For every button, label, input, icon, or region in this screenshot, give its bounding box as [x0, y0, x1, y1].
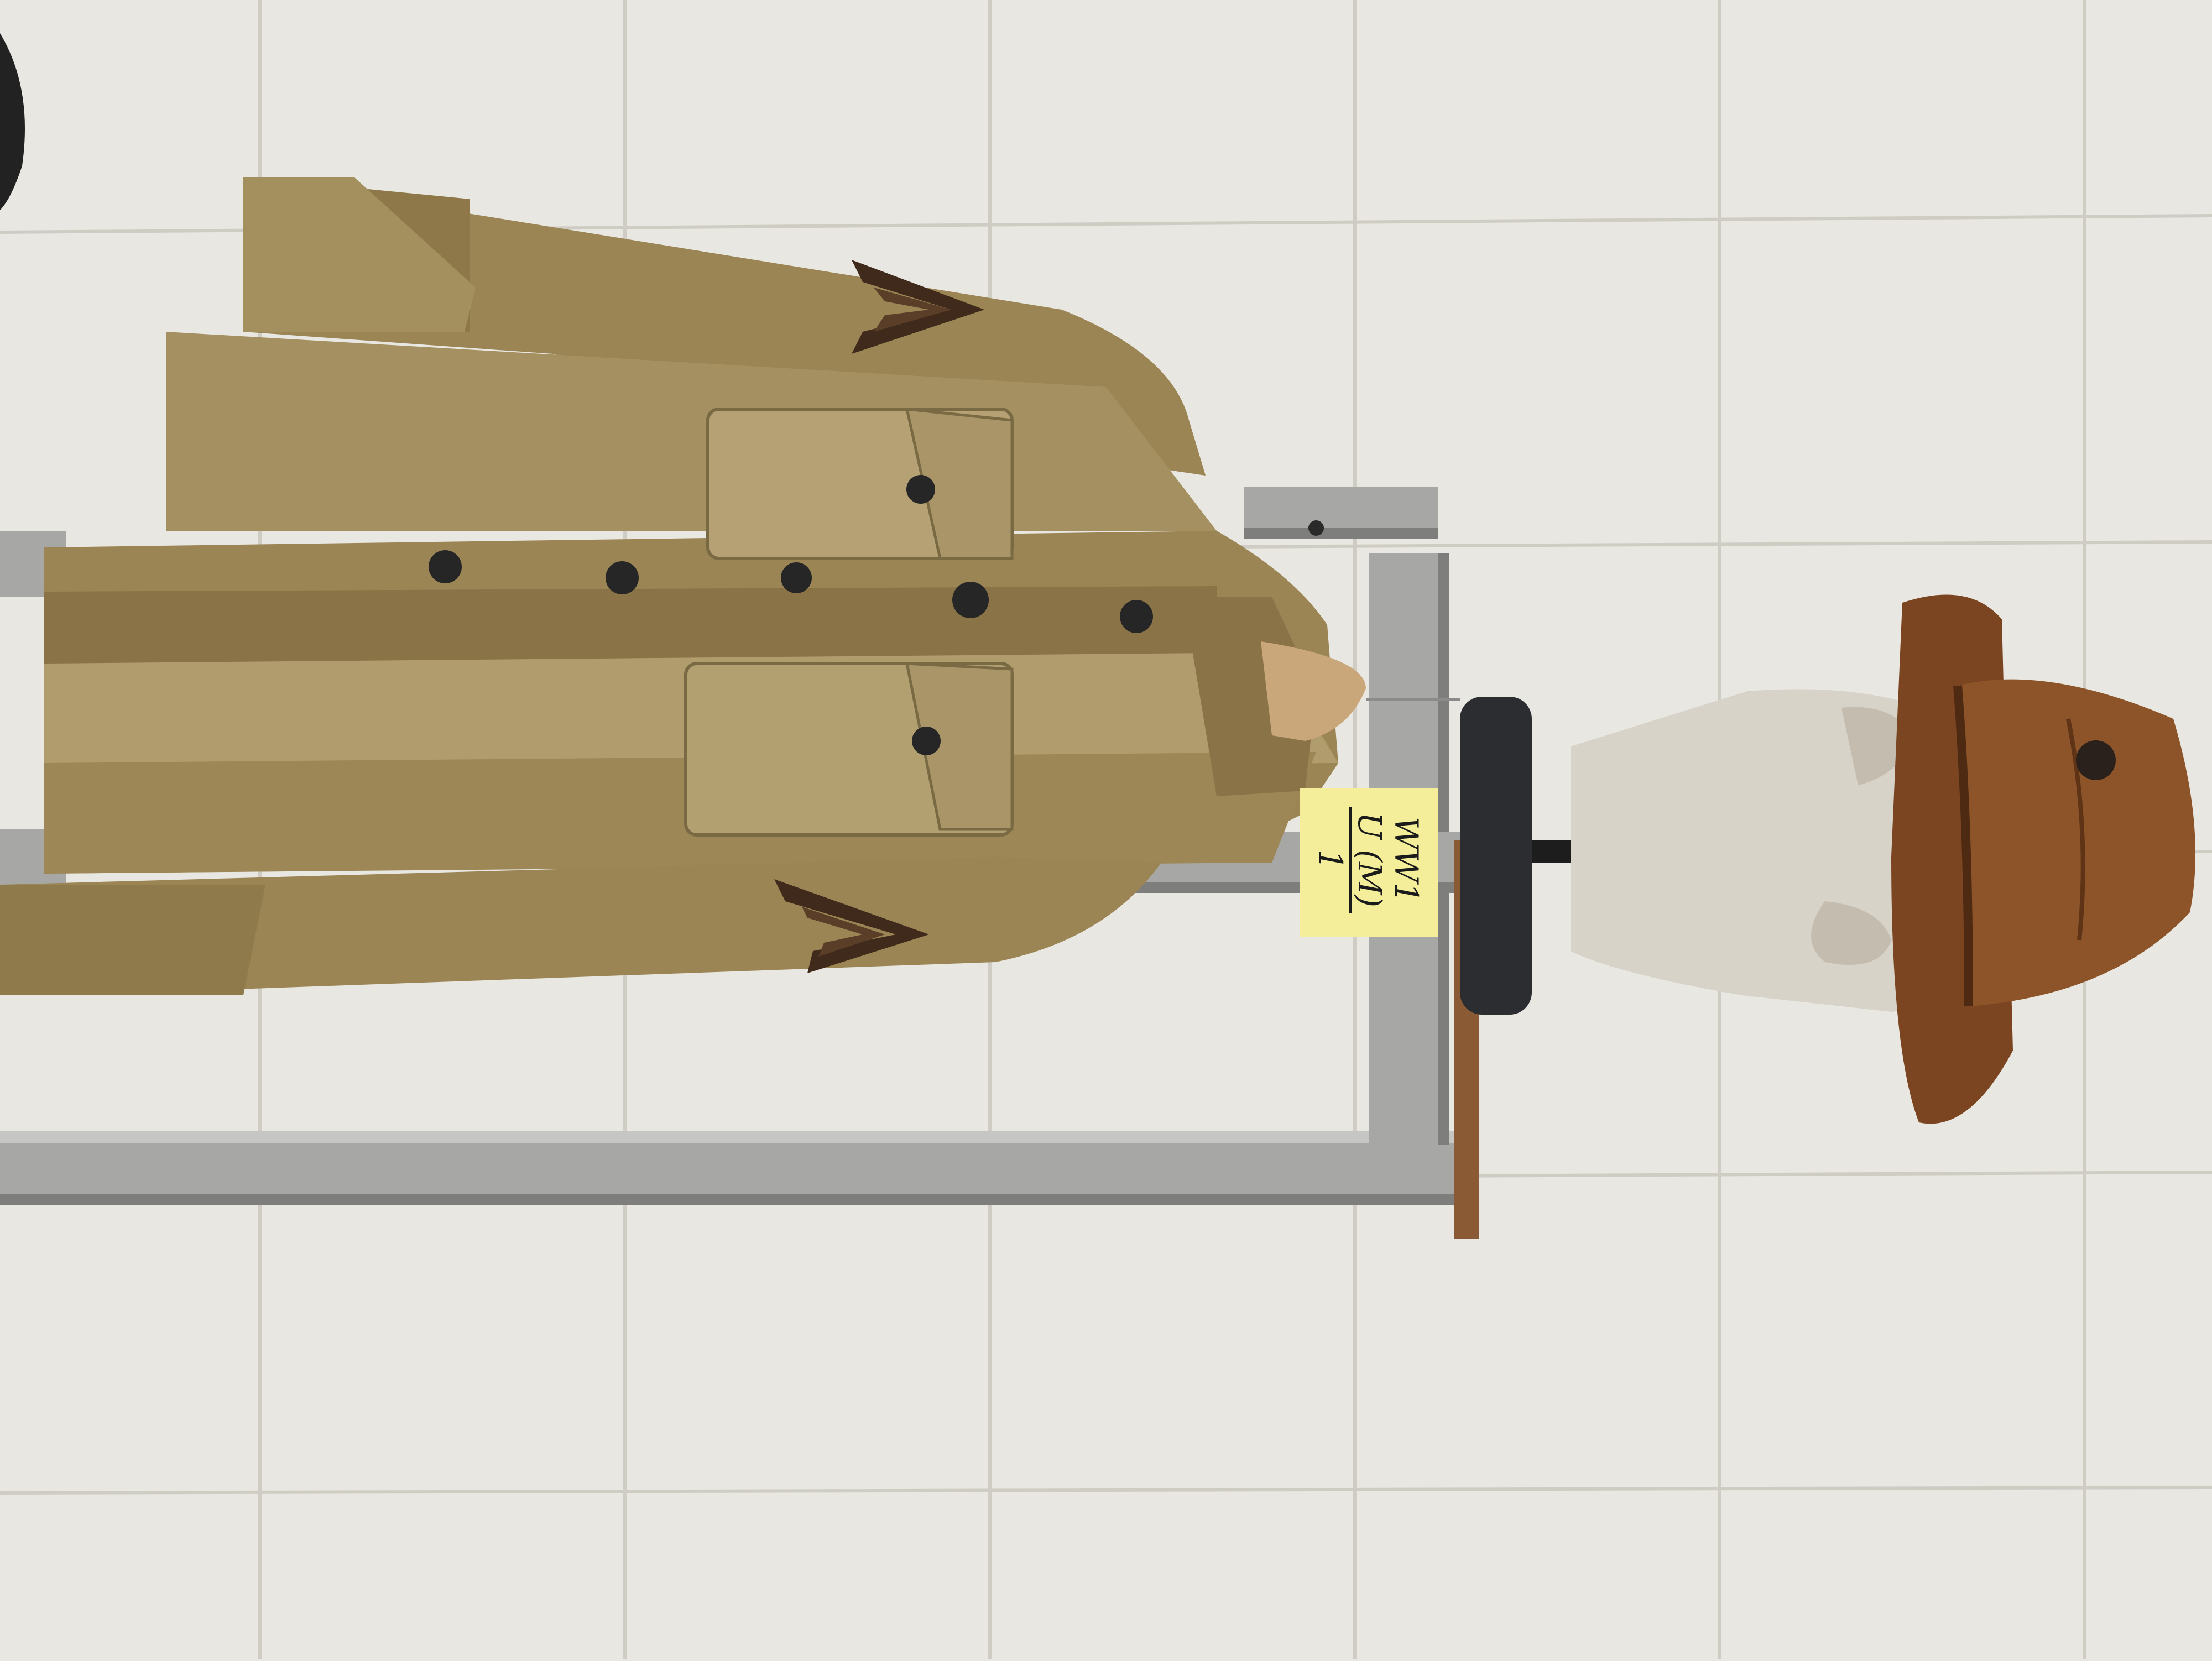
hat-cord-knot: [2076, 740, 2116, 780]
lower-breast-pocket: [686, 664, 1012, 835]
tag-line-3: 1: [1312, 849, 1350, 870]
tag-line-2: U (M): [1349, 807, 1389, 913]
upper-breast-pocket: [708, 409, 1012, 558]
tag-line-1: WW1: [1387, 816, 1426, 903]
catalog-tag-paper: [1300, 788, 1438, 937]
mannequin-neck-pad: [1460, 697, 1532, 1015]
